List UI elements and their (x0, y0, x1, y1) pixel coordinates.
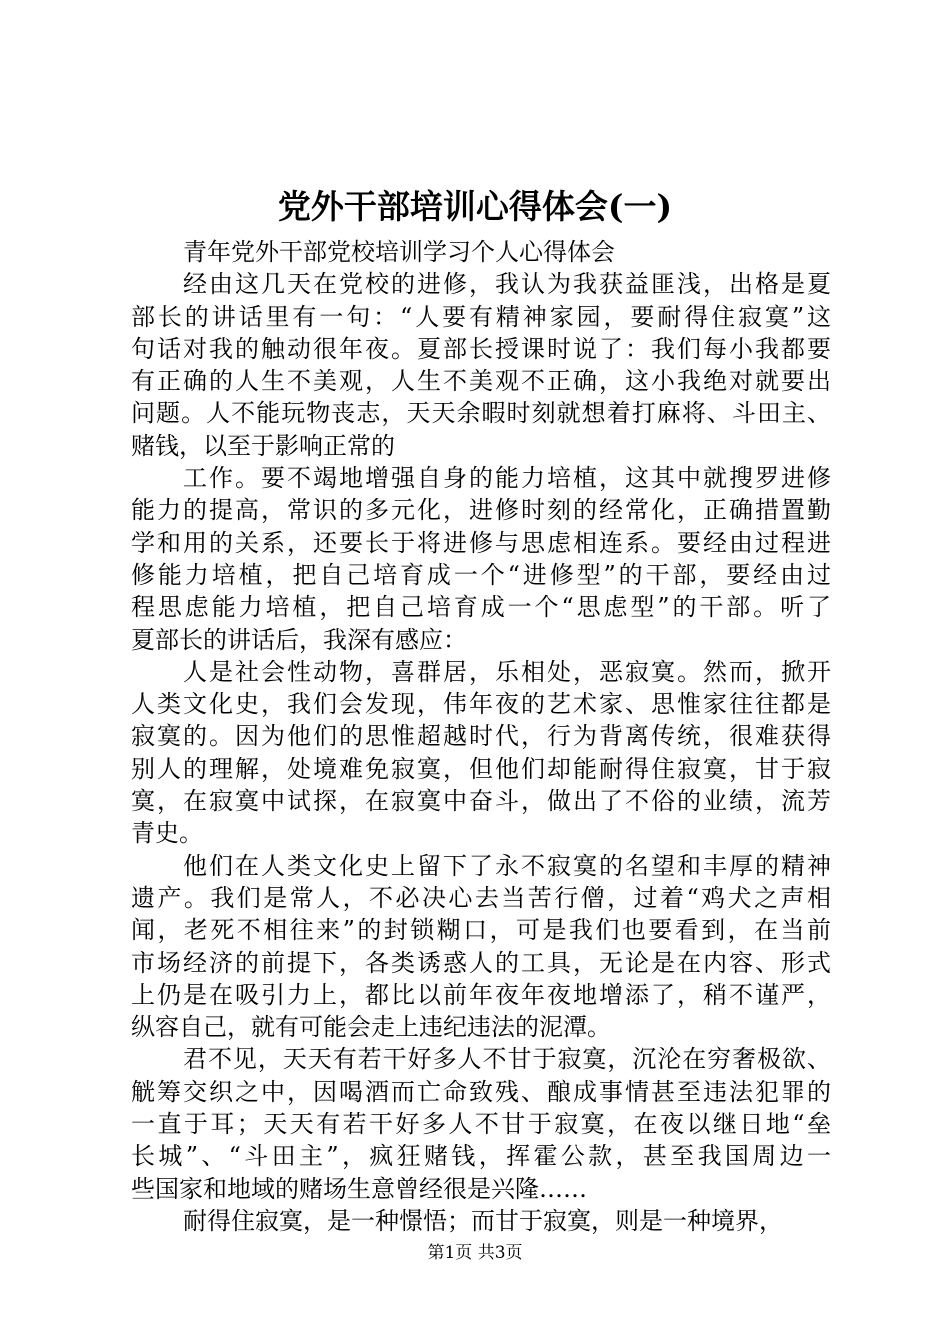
text-line: 句话对我的触动很年夜。夏部长授课时说了：我们每小我都要 (131, 334, 831, 363)
text-line: 他们在人类文化史上留下了永不寂寞的名望和丰厚的精神 (183, 851, 831, 880)
text-line: 遗产。我们是常人，不必决心去当苦行僧，过着“鸡犬之声相 (131, 883, 831, 912)
text-line: 寂寞的。因为他们的思惟超越时代，行为背离传统，很难获得 (131, 722, 831, 751)
document-title: 党外干部培训心得体会(一) (277, 187, 673, 226)
text-line: 修能力培植，把自己培育成一个“进修型”的干部，要经由过 (131, 560, 831, 589)
text-line: 部长的讲话里有一句：“人要有精神家园，要耐得住寂寞”这 (131, 302, 831, 331)
text-line: 纵容自己，就有可能会走上违纪违法的泥潭。 (131, 1013, 611, 1042)
text-line: 别人的理解，处境难免寂寞，但他们却能耐得住寂寞，甘于寂 (131, 754, 831, 783)
text-line: 觥筹交织之中，因喝酒而亡命致残、酿成事情甚至违法犯罪的 (131, 1077, 831, 1106)
text-line: 夏部长的讲话后，我深有感应： (131, 625, 467, 654)
text-line: 经由这几天在党校的进修，我认为我获益匪浅，出格是夏 (183, 270, 831, 299)
text-line: 青史。 (131, 819, 203, 848)
text-line: 上仍是在吸引力上，都比以前年夜年夜地增添了，稍不谨严， (131, 980, 831, 1009)
text-line: 有正确的人生不美观，人生不美观不正确，这小我绝对就要出 (131, 367, 831, 396)
text-line: 赌钱，以至于影响正常的 (131, 431, 395, 460)
text-line: 寞，在寂寞中试探，在寂寞中奋斗，做出了不俗的业绩，流芳 (131, 787, 831, 816)
text-line: 耐得住寂寞，是一种憬悟；而甘于寂寞，则是一种境界， (183, 1206, 783, 1235)
text-line: 学和用的关系，还要长于将进修与思虑相连系。要经由过程进 (131, 528, 831, 557)
text-line: 青年党外干部党校培训学习个人心得体会 (183, 238, 615, 266)
text-line: 能力的提高，常识的多元化，进修时刻的经常化，正确措置勤 (131, 496, 831, 525)
document-body (131, 236, 831, 1237)
text-line: 工作。要不竭地增强自身的能力培植，这其中就搜罗进修 (183, 464, 831, 493)
text-line: 长城”、“斗田主”，疯狂赌钱，挥霍公款，甚至我国周边一 (131, 1142, 831, 1171)
text-line: 君不见，天天有若干好多人不甘于寂寞，沉沦在穷奢极欲、 (183, 1045, 831, 1074)
text-line: 人类文化史，我们会发现，伟年夜的艺术家、思惟家往往都是 (131, 690, 831, 719)
text-line: 一直于耳；天天有若干好多人不甘于寂寞，在夜以继日地“垒 (131, 1110, 831, 1139)
text-line: 程思虑能力培植，把自己培育成一个“思虑型”的干部。听了 (131, 593, 831, 622)
text-line: 市场经济的前提下，各类诱惑人的工具，无论是在内容、形式 (131, 948, 831, 977)
text-line: 些国家和地域的赌场生意曾经很是兴隆…… (131, 1174, 587, 1203)
page-footer: 第1页 共3页 (427, 1243, 523, 1263)
text-line: 人是社会性动物，喜群居，乐相处，恶寂寞。然而，掀开 (183, 657, 831, 686)
text-line: 闻，老死不相往来”的封锁糊口，可是我们也要看到，在当前 (131, 916, 831, 945)
text-line: 问题。人不能玩物丧志，天天余暇时刻就想着打麻将、斗田主、 (131, 399, 831, 428)
